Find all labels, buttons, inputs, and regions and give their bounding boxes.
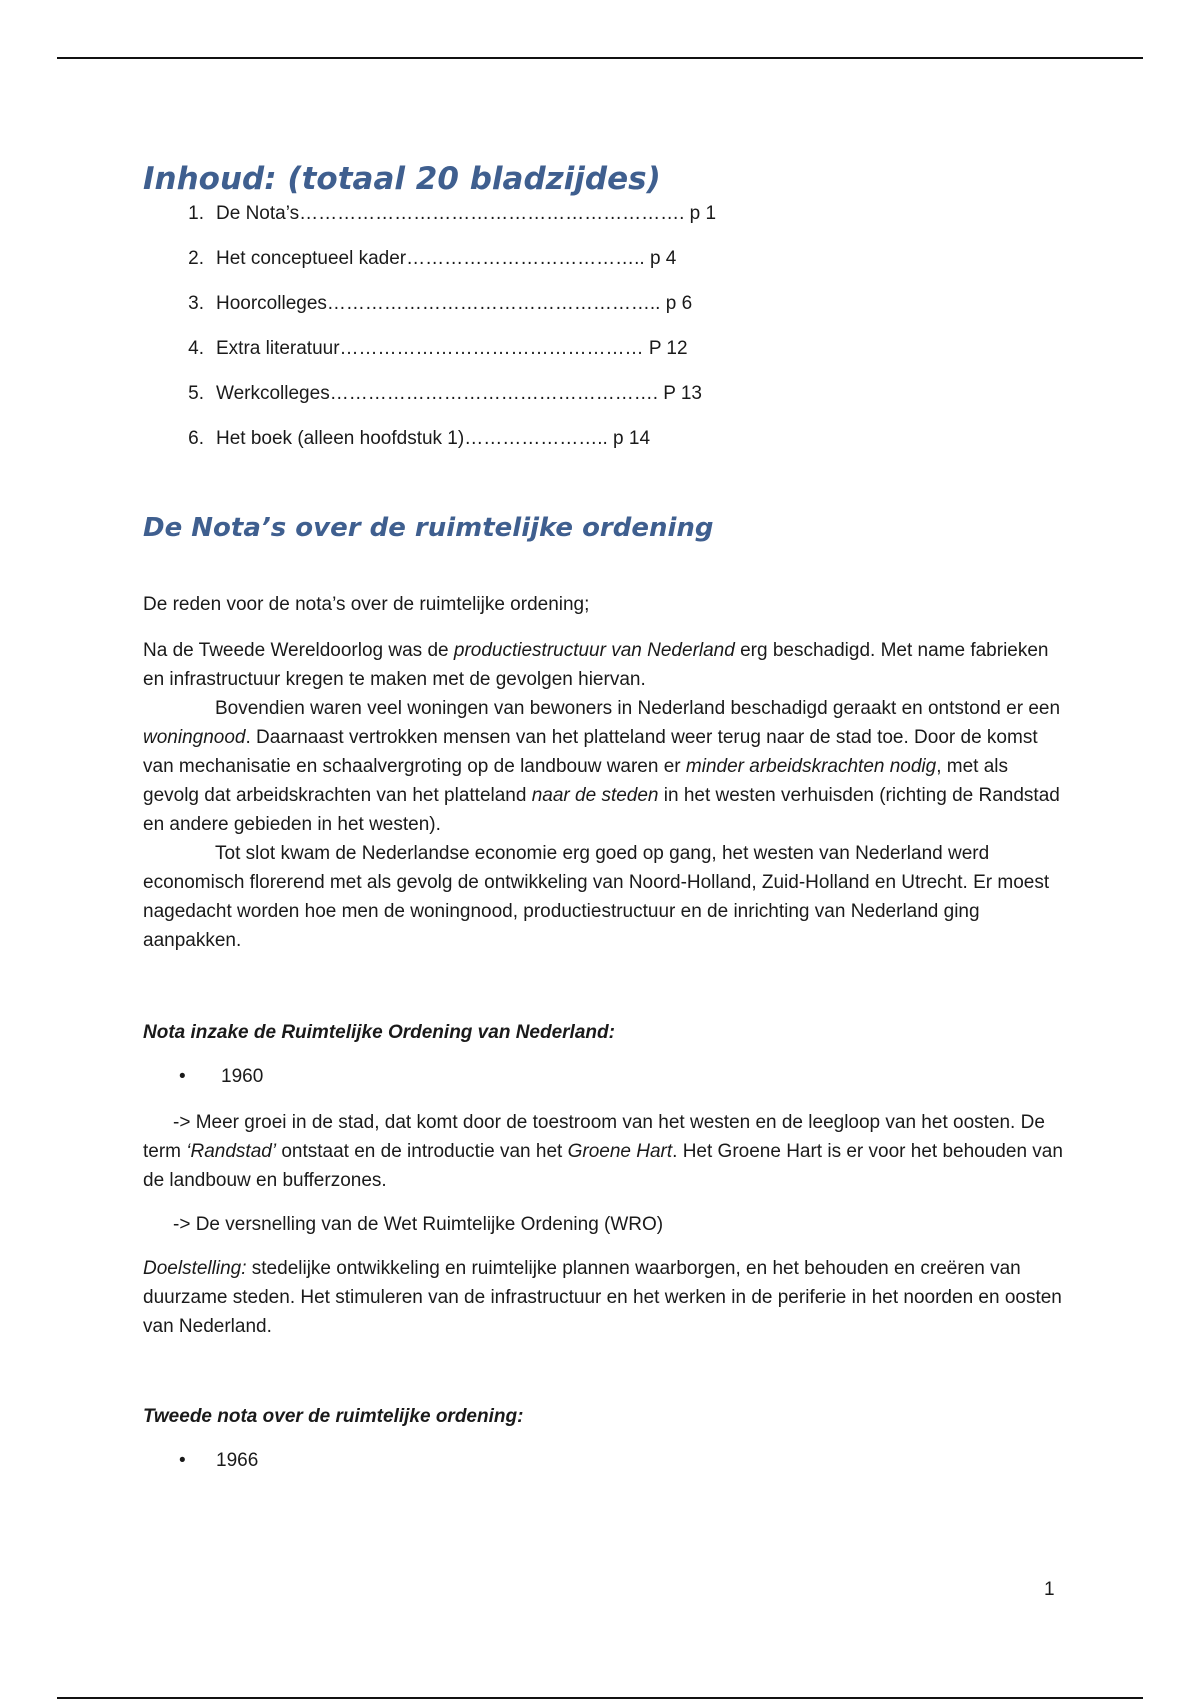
text-run: -> Meer groei in de stad, dat komt door de toestroom van het westen en de leegloop van het oosten. De term — [143, 1112, 1045, 1162]
nota1-year: 1960 — [221, 1066, 264, 1087]
emphasis-text: productiestructuur van Nederland — [453, 640, 735, 661]
reason-intro: De reden voor de nota’s over de ruimtelijke ordening; — [143, 594, 590, 615]
text-run: Na de Tweede Wereldoorlog was de — [143, 640, 454, 661]
nota1-goal — [143, 1254, 1063, 1341]
toc-item-number: 3. — [188, 293, 204, 314]
bullet-icon: • — [179, 1066, 186, 1087]
text-run: . Het Groene Hart is er voor het behouden van de landbouw en bufferzones. — [143, 1141, 1063, 1191]
toc-item-text: Het boek (alleen hoofdstuk 1)………………….. p 14 — [216, 428, 651, 449]
nota1-year-item — [143, 1062, 1063, 1091]
emphasis-text: woningnood — [143, 727, 246, 748]
nota2-year-item — [143, 1446, 1063, 1475]
text-run: erg beschadigd. Met name fabrieken en infrastructuur kregen te maken met de gevolgen hiervan. — [143, 640, 1049, 690]
toc-item-number: 5. — [188, 383, 204, 404]
toc-item-number: 1. — [188, 203, 204, 224]
nota1-arrow-2: -> De versnelling van de Wet Ruimtelijke Ordening (WRO) — [173, 1214, 664, 1235]
toc-item-number: 2. — [188, 248, 204, 269]
bullet-icon: • — [179, 1450, 186, 1471]
toc-item — [143, 382, 1063, 427]
paragraph-housing — [143, 694, 1063, 839]
text-run: in het westen verhuisden (richting de Randstad en andere gebieden in het westen). — [143, 785, 1060, 835]
toc-item-text: Het conceptueel kader……………………………….. p 4 — [216, 248, 677, 269]
toc-item-number: 6. — [188, 428, 204, 449]
paragraph-war — [143, 636, 1063, 694]
toc-item — [143, 427, 1063, 472]
document-body — [143, 160, 1063, 1475]
emphasis-text: naar de steden — [531, 785, 659, 806]
toc-item — [143, 337, 1063, 382]
text-run: . Daarnaast vertrokken mensen van het platteland weer terug naar de stad toe. Door de komst van mechanisatie en schaalvergroting op de landbouw waren er — [143, 727, 1038, 777]
nota2-title: Tweede nota over de ruimtelijke ordening: — [143, 1406, 524, 1427]
emphasis-text: minder arbeidskrachten nodig — [685, 756, 937, 777]
toc-item — [143, 202, 1063, 247]
goal-text: stedelijke ontwikkeling en ruimtelijke plannen waarborgen, en het behouden en creëren van duurzame steden. Het stimuleren van de infrastructuur en het werken in de periferie in het noorden en oosten van Nederland. — [143, 1258, 1062, 1337]
toc-item-text: Werkcolleges……………………………………………. P 13 — [216, 383, 702, 404]
toc-list — [143, 202, 1063, 472]
section-title: De Nota’s over de ruimtelijke ordening — [143, 513, 714, 543]
toc-item-text: De Nota’s……………………………………………………. p 1 — [216, 203, 717, 224]
toc-item-text: Extra literatuur………………………………………… P 12 — [216, 338, 688, 359]
text-run: Bovendien waren veel woningen van bewoners in Nederland beschadigd geraakt en ontstond er een — [215, 698, 1061, 719]
text-run: , met als gevolg dat arbeidskrachten van het platteland — [143, 756, 1009, 806]
footer-rule — [57, 1697, 1143, 1699]
goal-label: Doelstelling: — [143, 1258, 247, 1279]
toc-item — [143, 292, 1063, 337]
text-run: ontstaat en de introductie van het — [276, 1141, 568, 1162]
header-rule — [57, 57, 1143, 59]
emphasis-text: Groene Hart — [567, 1141, 673, 1162]
toc-item — [143, 247, 1063, 292]
toc-item-number: 4. — [188, 338, 204, 359]
toc-item-text: Hoorcolleges…………………………………………….. p 6 — [216, 293, 693, 314]
page-number: 1 — [1044, 1579, 1055, 1600]
toc-title: Inhoud: (totaal 20 bladzijdes) — [143, 161, 661, 197]
paragraph-economy: Tot slot kwam de Nederlandse economie erg goed op gang, het westen van Nederland werd economisch florerend met als gevolg de ontwikkeling van Noord-Holland, Zuid-Holland en Utrecht. Er moest nagedacht worden hoe men de woningnood, productiestructuur en de inrichting van Nederland ging aanpakken. — [143, 843, 1050, 951]
nota1-title: Nota inzake de Ruimtelijke Ordening van Nederland: — [143, 1022, 615, 1043]
emphasis-text: ‘Randstad’ — [186, 1141, 277, 1162]
nota1-arrow-1 — [143, 1108, 1063, 1195]
nota2-year: 1966 — [216, 1450, 259, 1471]
